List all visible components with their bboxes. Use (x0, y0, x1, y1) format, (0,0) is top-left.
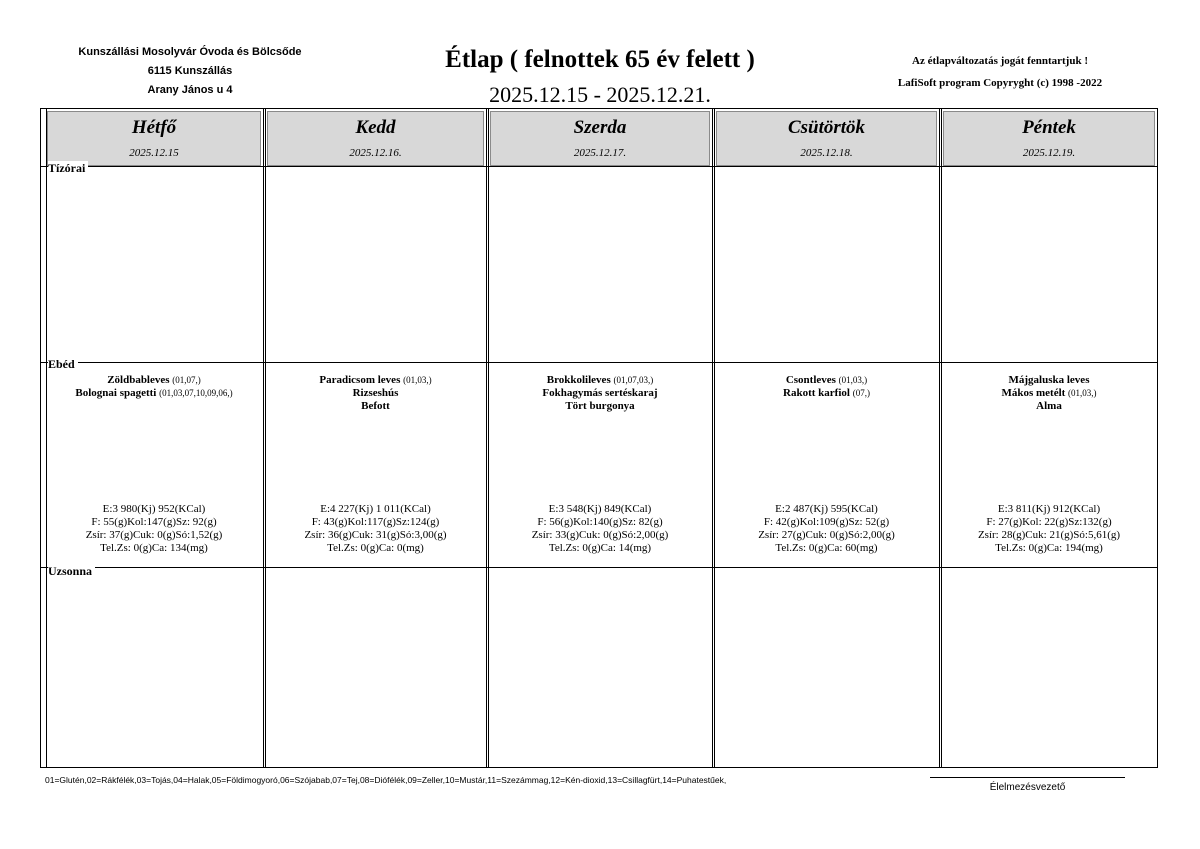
lunch-menu-tuesday (267, 374, 484, 413)
day-header-wednesday (490, 111, 710, 166)
dish-line (716, 374, 937, 387)
dish-name: Rakott karfiol (783, 387, 850, 399)
nutrition-protein: F: 42(g)Kol:109(g)Sz: 52(g) (763, 516, 890, 528)
dish-line (267, 400, 484, 413)
nutrition-protein: F: 27(g)Kol: 22(g)Sz:132(g) (986, 516, 1112, 528)
grid-line (41, 567, 1157, 568)
nutrition-calcium: Tel.Zs: 0(g)Ca: 0(mg) (327, 542, 424, 554)
dish-line (490, 400, 710, 413)
dish-line (490, 387, 710, 400)
nutrition-fat: Zsír: 36(g)Cuk: 31(g)Só:3,00(g) (304, 529, 447, 541)
nutrition-energy: E:3 548(Kj) 849(KCal) (548, 503, 652, 515)
day-header-thursday (716, 111, 937, 166)
date-range: 2025.12.15 - 2025.12.21. (489, 82, 711, 107)
day-name: Kedd (355, 117, 396, 138)
dish-name: Brokkolileves (546, 374, 611, 386)
dish-name: Rizseshús (352, 387, 399, 399)
dish-allergens: (07,) (852, 388, 870, 398)
dish-line (490, 374, 710, 387)
change-notice: Az étlapváltozatás jogát fenntartjuk ! (912, 55, 1088, 67)
institution-city: 6115 Kunszállás (147, 65, 233, 77)
notice-block (850, 50, 1150, 94)
meal-label-afternoon-snack: Uzsonna (48, 564, 95, 578)
dish-line (267, 374, 484, 387)
day-name: Csütörtök (787, 117, 866, 138)
dish-line (47, 374, 261, 387)
nutrition-fat: Zsír: 33(g)Cuk: 0(g)Só:2,00(g) (531, 529, 669, 541)
grid-line (939, 109, 942, 767)
day-header-friday (943, 111, 1155, 166)
dish-line (267, 387, 484, 400)
dish-line (943, 400, 1155, 413)
lunch-menu-wednesday (490, 374, 710, 413)
nutrition-energy: E:4 227(Kj) 1 011(KCal) (320, 503, 431, 515)
dish-name: Befott (361, 400, 390, 412)
grid-line (486, 109, 489, 767)
grid-line (263, 109, 266, 767)
nutrition-calcium: Tel.Zs: 0(g)Ca: 14(mg) (548, 542, 652, 554)
dish-allergens: (01,03,) (403, 375, 432, 385)
nutrition-tuesday (267, 503, 484, 555)
lunch-menu-monday (47, 374, 261, 400)
nutrition-energy: E:3 811(Kj) 912(KCal) (997, 503, 1101, 515)
lunch-menu-friday (943, 374, 1155, 413)
signature-label: Élelmezésvezető (989, 782, 1066, 793)
dish-allergens: (01,07,) (172, 375, 201, 385)
institution-block (40, 43, 340, 100)
nutrition-protein: F: 43(g)Kol:117(g)Sz:124(g) (311, 516, 440, 528)
day-date: 2025.12.15 (129, 147, 179, 159)
page-title: Étlap ( felnottek 65 év felett ) (445, 46, 755, 73)
dish-name: Bolognai spagetti (75, 387, 157, 399)
day-name: Péntek (1022, 117, 1076, 138)
grid-line (41, 362, 1157, 363)
dish-name: Fokhagymás sertéskaraj (542, 387, 658, 399)
copyright-text: LafiSoft program Copyryght (c) 1998 -2022 (897, 77, 1103, 89)
dish-allergens: (01,03,) (1068, 388, 1097, 398)
day-name: Hétfő (131, 117, 177, 138)
nutrition-calcium: Tel.Zs: 0(g)Ca: 134(mg) (100, 542, 208, 554)
meal-label-lunch: Ebéd (48, 357, 78, 371)
nutrition-friday (943, 503, 1155, 555)
grid-line (46, 109, 47, 767)
nutrition-energy: E:2 487(Kj) 595(KCal) (775, 503, 878, 515)
dish-line (943, 387, 1155, 400)
dish-name: Paradicsom leves (319, 374, 401, 386)
dish-allergens: (01,03,) (838, 375, 868, 385)
day-header-tuesday (267, 111, 484, 166)
nutrition-thursday (716, 503, 937, 555)
institution-address: Arany János u 4 (147, 84, 233, 96)
nutrition-fat: Zsír: 27(g)Cuk: 0(g)Só:2,00(g) (758, 529, 895, 541)
nutrition-wednesday (490, 503, 710, 555)
title-block (380, 44, 820, 110)
signature-line (930, 777, 1125, 778)
nutrition-fat: Zsír: 37(g)Cuk: 0(g)Só:1,52(g) (85, 529, 223, 541)
allergen-legend: 01=Glutén,02=Rákfélék,03=Tojás,04=Halak,05=Földimogyoró,06=Szójabab,07=Tej,08=Diófélék,09=Zeller,10=Mustár,11=Szezámmag,12=Kén-dioxid,13=Csillagfürt,14=Puhatestűek, (45, 775, 727, 785)
meal-label-morning-snack: Tízórai (48, 161, 88, 175)
nutrition-fat: Zsír: 28(g)Cuk: 21(g)Só:5,61(g) (977, 529, 1121, 541)
dish-name: Tört burgonya (565, 400, 635, 412)
dish-name: Csontleves (785, 374, 836, 386)
grid-line (41, 166, 1157, 167)
dish-allergens: (01,03,07,10,09,06,) (159, 388, 233, 398)
nutrition-calcium: Tel.Zs: 0(g)Ca: 194(mg) (995, 542, 1103, 554)
lunch-menu-thursday (716, 374, 937, 400)
day-date: 2025.12.16. (349, 147, 402, 159)
nutrition-calcium: Tel.Zs: 0(g)Ca: 60(mg) (775, 542, 878, 554)
nutrition-monday (47, 503, 261, 555)
dish-name: Alma (1036, 400, 1062, 412)
dish-name: Mákos metélt (1001, 387, 1066, 399)
day-header-monday (47, 111, 261, 166)
menu-grid (40, 108, 1158, 768)
nutrition-protein: F: 56(g)Kol:140(g)Sz: 82(g) (537, 516, 663, 528)
day-date: 2025.12.17. (573, 147, 627, 159)
day-name: Szerda (573, 117, 627, 138)
day-date: 2025.12.18. (800, 147, 853, 159)
dish-name: Zöldbableves (107, 374, 170, 386)
dish-allergens: (01,07,03,) (613, 375, 654, 385)
institution-name: Kunszállási Mosolyvár Óvoda és Bölcsőde (78, 46, 302, 58)
grid-line (712, 109, 715, 767)
dish-line (716, 387, 937, 400)
day-date: 2025.12.19. (1022, 147, 1076, 159)
dish-line (47, 387, 261, 400)
dish-name: Májgaluska leves (1008, 374, 1090, 386)
dish-line (943, 374, 1155, 387)
nutrition-energy: E:3 980(Kj) 952(KCal) (102, 503, 206, 515)
nutrition-protein: F: 55(g)Kol:147(g)Sz: 92(g) (91, 516, 217, 528)
